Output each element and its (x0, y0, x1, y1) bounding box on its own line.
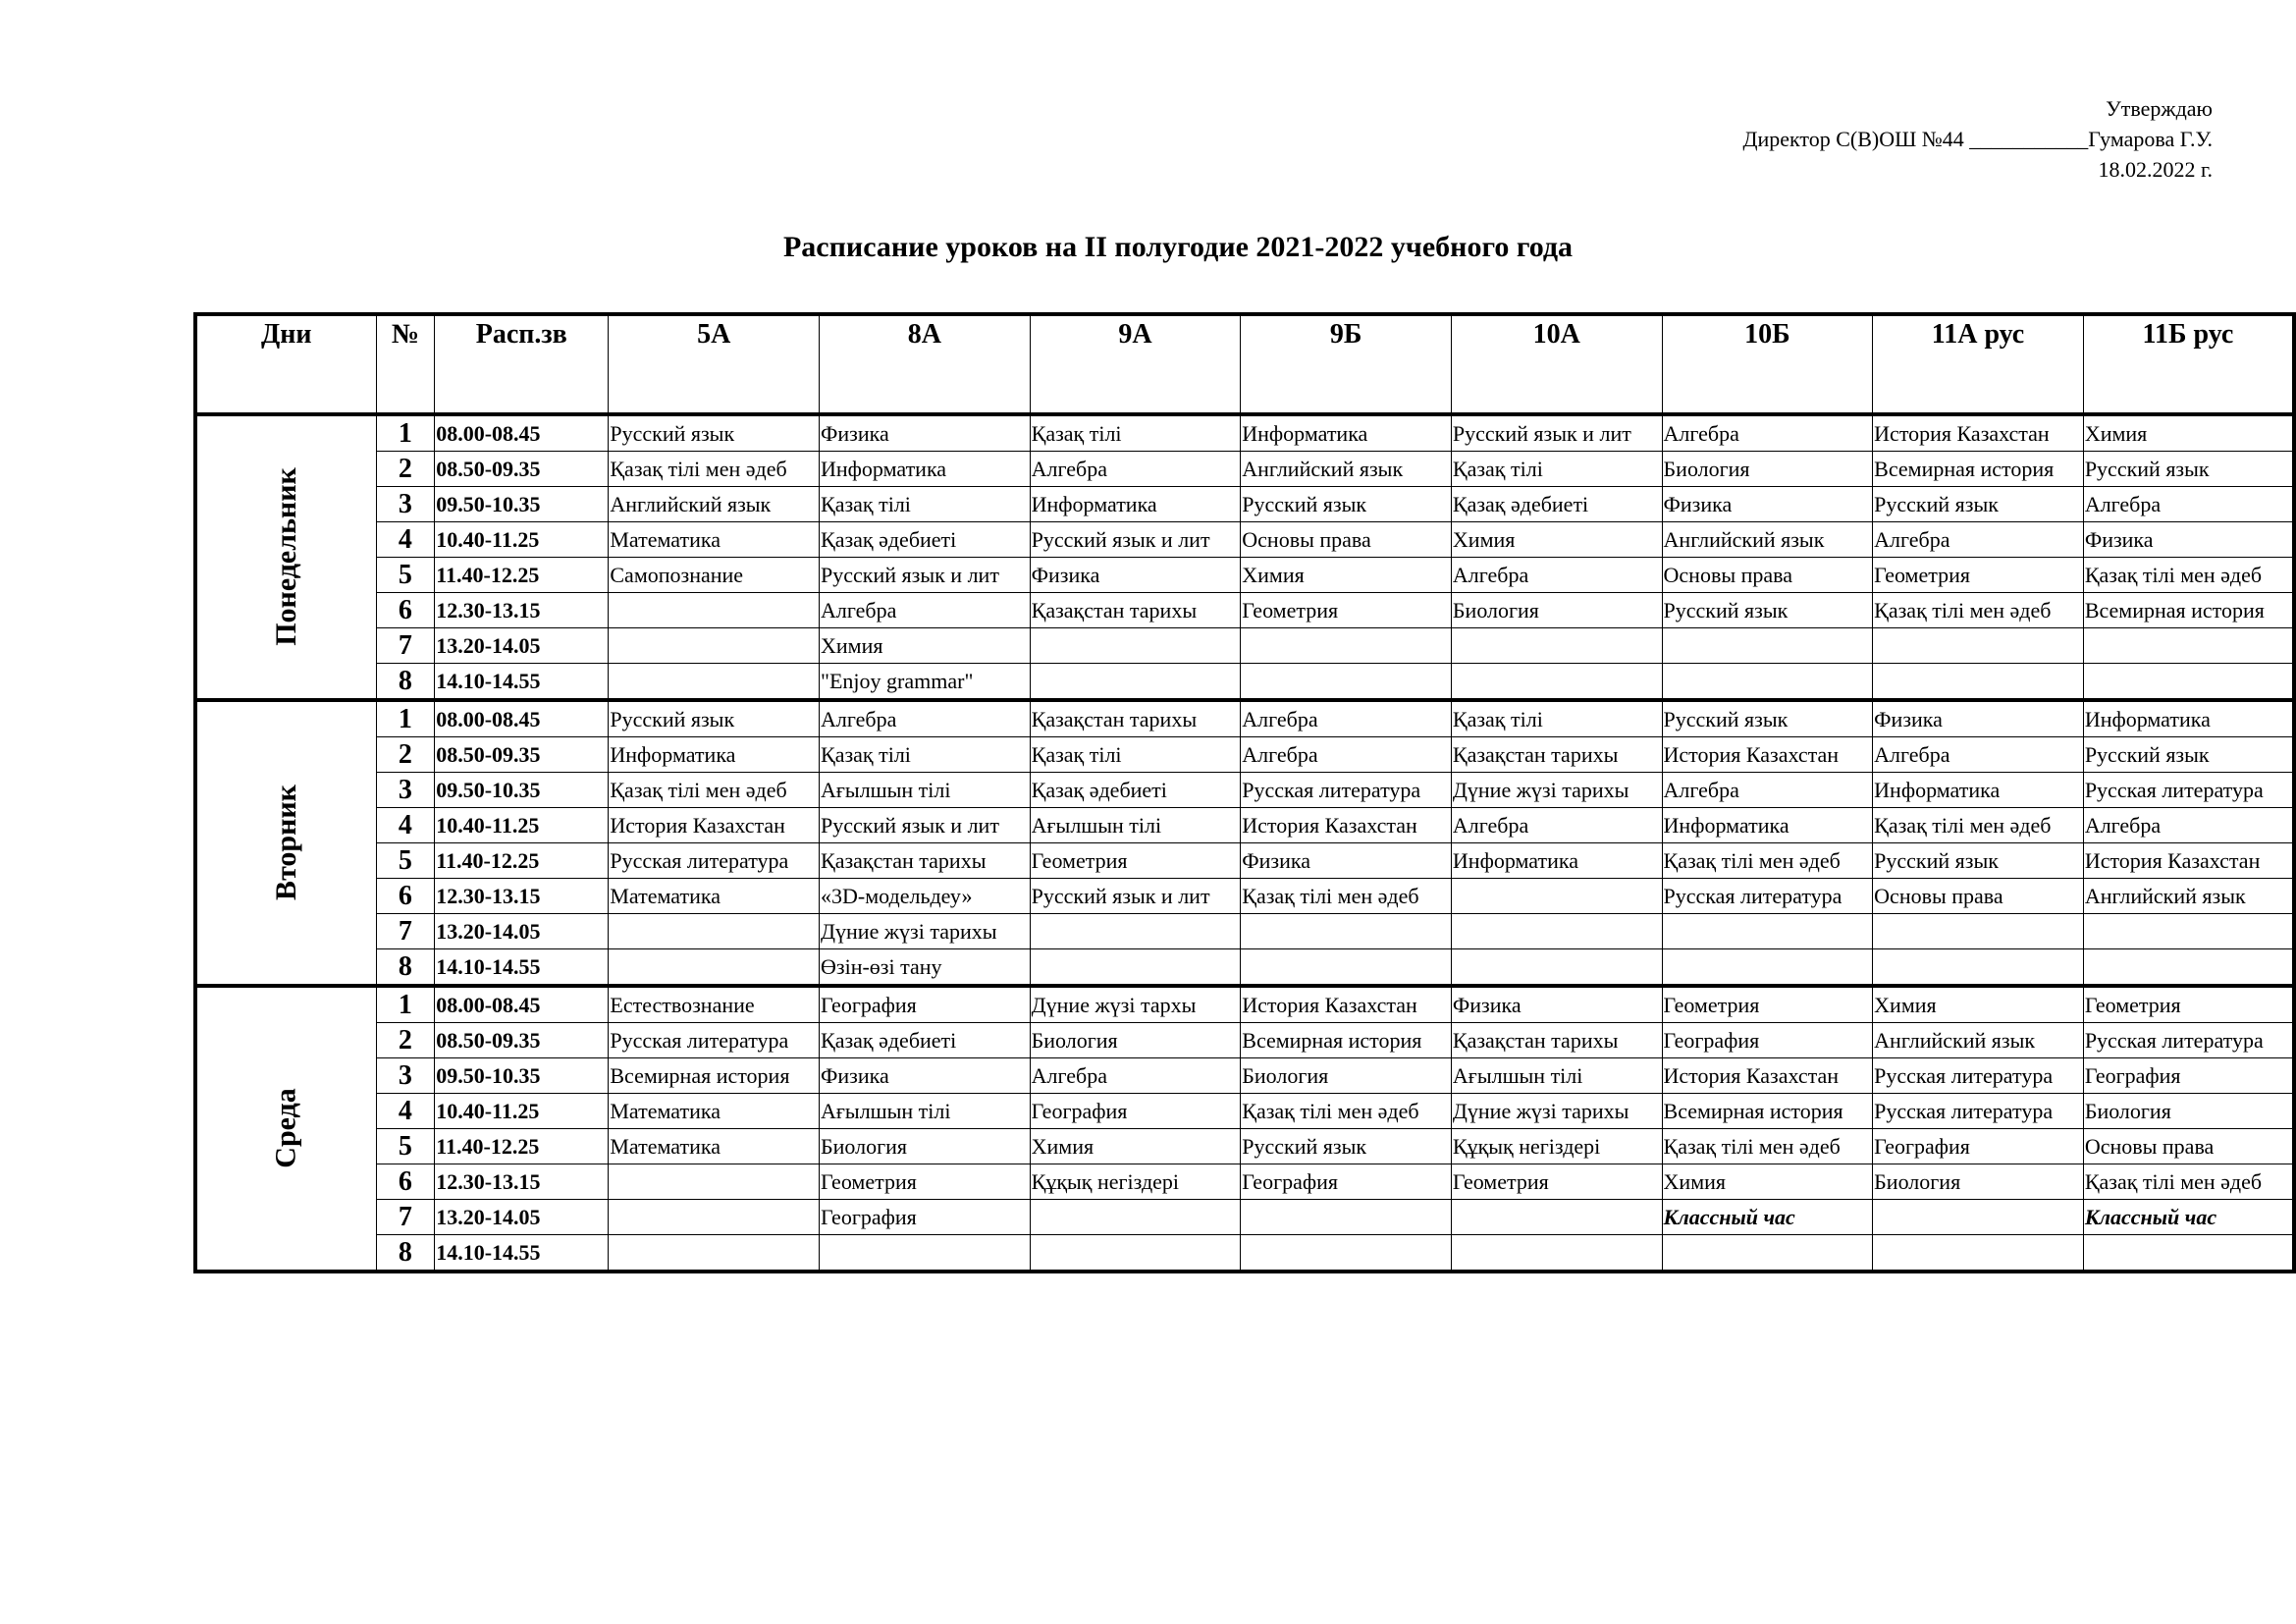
approval-line-approve: Утверждаю (2106, 96, 2213, 121)
subject-cell (1451, 1235, 1662, 1272)
subject-cell: Физика (820, 1058, 1031, 1094)
subject-cell: Қазақ тілі (820, 487, 1031, 522)
subject-cell (2083, 664, 2294, 701)
lesson-number: 1 (376, 414, 435, 452)
subject-cell: Геометрия (1662, 986, 1873, 1023)
lesson-number: 7 (376, 628, 435, 664)
lesson-number: 8 (376, 664, 435, 701)
subject-cell (1241, 1235, 1452, 1272)
subject-cell: Русский язык (1873, 843, 2084, 879)
table-header-row (195, 314, 2294, 414)
subject-cell: Қазақ тілі мен әдеб (2083, 1164, 2294, 1200)
lesson-number: 4 (376, 1094, 435, 1129)
bell-time: 13.20-14.05 (435, 1200, 609, 1235)
subject-cell: Всемирная история (609, 1058, 820, 1094)
subject-cell (609, 628, 820, 664)
subject-cell: Физика (1451, 986, 1662, 1023)
subject-cell: История Казахстан (1241, 808, 1452, 843)
lesson-number: 2 (376, 737, 435, 773)
subject-cell: Қазақ тілі (1030, 737, 1241, 773)
subject-cell: Русский язык и лит (1451, 414, 1662, 452)
bell-time: 08.50-09.35 (435, 452, 609, 487)
subject-cell: История Казахстан (1873, 414, 2084, 452)
day-name: Понедельник (269, 466, 302, 646)
subject-cell: Физика (1030, 558, 1241, 593)
subject-cell: "Enjoy grammar" (820, 664, 1031, 701)
subject-cell: Химия (1451, 522, 1662, 558)
subject-cell: Информатика (609, 737, 820, 773)
subject-cell: Химия (1241, 558, 1452, 593)
subject-cell: Алгебра (1873, 737, 2084, 773)
subject-cell: Физика (820, 414, 1031, 452)
table-row (195, 628, 2294, 664)
table-body (195, 414, 2294, 1272)
lesson-number: 6 (376, 879, 435, 914)
subject-cell: Информатика (2083, 700, 2294, 737)
subject-cell: Биология (1873, 1164, 2084, 1200)
bell-time: 12.30-13.15 (435, 879, 609, 914)
subject-cell: Всемирная история (2083, 593, 2294, 628)
subject-cell (1241, 1200, 1452, 1235)
approval-block (1742, 93, 2213, 185)
column-header: 11Б рус (2083, 314, 2294, 414)
column-header: Расп.зв (435, 314, 609, 414)
subject-cell: Классный час (1662, 1200, 1873, 1235)
subject-cell (1451, 914, 1662, 949)
table-row (195, 414, 2294, 452)
bell-time: 09.50-10.35 (435, 773, 609, 808)
subject-cell (2083, 914, 2294, 949)
subject-cell: Қазақстан тарихы (1030, 700, 1241, 737)
subject-cell: Основы права (2083, 1129, 2294, 1164)
subject-cell (1662, 664, 1873, 701)
subject-cell (2083, 1235, 2294, 1272)
bell-time: 14.10-14.55 (435, 664, 609, 701)
subject-cell: Қазақ тілі мен әдеб (609, 773, 820, 808)
subject-cell: Русский язык (1662, 593, 1873, 628)
subject-cell (1241, 949, 1452, 987)
subject-cell: Химия (1030, 1129, 1241, 1164)
subject-cell: Всемирная история (1873, 452, 2084, 487)
subject-cell: Қазақ тілі (1451, 700, 1662, 737)
subject-cell: История Казахстан (609, 808, 820, 843)
subject-cell: Қазақ тілі (820, 737, 1031, 773)
table-row (195, 773, 2294, 808)
column-header: 9А (1030, 314, 1241, 414)
subject-cell (1873, 949, 2084, 987)
subject-cell: Физика (1873, 700, 2084, 737)
lesson-number: 4 (376, 808, 435, 843)
subject-cell: Естествознание (609, 986, 820, 1023)
bell-time: 11.40-12.25 (435, 1129, 609, 1164)
subject-cell: Қазақ әдебиеті (820, 1023, 1031, 1058)
subject-cell: Всемирная история (1241, 1023, 1452, 1058)
subject-cell: Қазақ әдебиеті (820, 522, 1031, 558)
subject-cell: Русская литература (1241, 773, 1452, 808)
subject-cell: Физика (2083, 522, 2294, 558)
table-row (195, 1129, 2294, 1164)
subject-cell: Русская литература (1873, 1094, 2084, 1129)
subject-cell: Английский язык (2083, 879, 2294, 914)
subject-cell: Ағылшын тілі (820, 773, 1031, 808)
subject-cell: Биология (1241, 1058, 1452, 1094)
bell-time: 14.10-14.55 (435, 1235, 609, 1272)
bell-time: 08.00-08.45 (435, 414, 609, 452)
subject-cell (820, 1235, 1031, 1272)
bell-time: 10.40-11.25 (435, 522, 609, 558)
subject-cell: Русский язык и лит (820, 808, 1031, 843)
subject-cell (1873, 664, 2084, 701)
subject-cell: Ағылшын тілі (1451, 1058, 1662, 1094)
bell-time: 08.00-08.45 (435, 986, 609, 1023)
table-row (195, 949, 2294, 987)
bell-time: 08.50-09.35 (435, 1023, 609, 1058)
subject-cell: Биология (1030, 1023, 1241, 1058)
column-header: 8А (820, 314, 1031, 414)
subject-cell: Алгебра (1451, 558, 1662, 593)
table-row (195, 452, 2294, 487)
table-row (195, 914, 2294, 949)
subject-cell: Қазақ тілі мен әдеб (1662, 843, 1873, 879)
bell-time: 08.50-09.35 (435, 737, 609, 773)
bell-time: 09.50-10.35 (435, 487, 609, 522)
subject-cell: Русская литература (1873, 1058, 2084, 1094)
day-label-cell (195, 986, 376, 1272)
bell-time: 12.30-13.15 (435, 1164, 609, 1200)
subject-cell (1030, 1235, 1241, 1272)
subject-cell (1451, 949, 1662, 987)
subject-cell: Математика (609, 522, 820, 558)
subject-cell: Английский язык (1241, 452, 1452, 487)
subject-cell (1451, 664, 1662, 701)
lesson-number: 5 (376, 1129, 435, 1164)
bell-time: 13.20-14.05 (435, 628, 609, 664)
bell-time: 08.00-08.45 (435, 700, 609, 737)
subject-cell: Алгебра (1873, 522, 2084, 558)
subject-cell: Физика (1241, 843, 1452, 879)
lesson-number: 3 (376, 487, 435, 522)
subject-cell (609, 1200, 820, 1235)
table-row (195, 843, 2294, 879)
subject-cell: География (1662, 1023, 1873, 1058)
table-row (195, 700, 2294, 737)
subject-cell: «3D-модельдеу» (820, 879, 1031, 914)
day-label-cell (195, 700, 376, 986)
subject-cell: Қазақстан тарихы (1451, 1023, 1662, 1058)
bell-time: 09.50-10.35 (435, 1058, 609, 1094)
lesson-number: 5 (376, 843, 435, 879)
subject-cell: Информатика (1873, 773, 2084, 808)
lesson-number: 5 (376, 558, 435, 593)
subject-cell: Биология (1662, 452, 1873, 487)
subject-cell: Русский язык и лит (1030, 879, 1241, 914)
subject-cell: Русский язык (1241, 1129, 1452, 1164)
subject-cell: Английский язык (1873, 1023, 2084, 1058)
subject-cell (609, 664, 820, 701)
subject-cell: География (820, 986, 1031, 1023)
lesson-number: 2 (376, 1023, 435, 1058)
subject-cell: Қазақ тілі мен әдеб (1241, 879, 1452, 914)
subject-cell: Математика (609, 1094, 820, 1129)
table-row (195, 522, 2294, 558)
document-title: Расписание уроков на II полугодие 2021-2022 учебного года (782, 231, 1574, 263)
subject-cell: Алгебра (1662, 773, 1873, 808)
subject-cell (609, 593, 820, 628)
subject-cell: Химия (2083, 414, 2294, 452)
subject-cell: Геометрия (820, 1164, 1031, 1200)
table-row (195, 487, 2294, 522)
column-header: № (376, 314, 435, 414)
subject-cell (1241, 664, 1452, 701)
subject-cell: Информатика (1662, 808, 1873, 843)
subject-cell (1030, 664, 1241, 701)
table-row (195, 737, 2294, 773)
subject-cell: Алгебра (2083, 487, 2294, 522)
subject-cell: География (2083, 1058, 2294, 1094)
subject-cell: Русская литература (1662, 879, 1873, 914)
table-row (195, 986, 2294, 1023)
bell-time: 10.40-11.25 (435, 1094, 609, 1129)
subject-cell: Қазақ тілі мен әдеб (1662, 1129, 1873, 1164)
approval-line-date: 18.02.2022 г. (2098, 157, 2213, 182)
subject-cell: География (1030, 1094, 1241, 1129)
subject-cell (1241, 628, 1452, 664)
subject-cell: Русская литература (609, 1023, 820, 1058)
subject-cell: Геометрия (1873, 558, 2084, 593)
subject-cell: Русская литература (2083, 773, 2294, 808)
subject-cell: Русский язык (609, 700, 820, 737)
bell-time: 11.40-12.25 (435, 843, 609, 879)
subject-cell: Қазақ әдебиеті (1451, 487, 1662, 522)
subject-cell: Дүние жүзі тарихы (820, 914, 1031, 949)
table-row (195, 1164, 2294, 1200)
subject-cell: География (1241, 1164, 1452, 1200)
column-header: Дни (195, 314, 376, 414)
lesson-number: 2 (376, 452, 435, 487)
table-row (195, 1094, 2294, 1129)
subject-cell: Информатика (1241, 414, 1452, 452)
lesson-number: 7 (376, 914, 435, 949)
lesson-number: 8 (376, 949, 435, 987)
subject-cell: История Казахстан (1241, 986, 1452, 1023)
lesson-number: 3 (376, 773, 435, 808)
subject-cell: Алгебра (2083, 808, 2294, 843)
subject-cell (1030, 914, 1241, 949)
subject-cell: Алгебра (820, 593, 1031, 628)
subject-cell: Қазақстан тарихы (820, 843, 1031, 879)
subject-cell (1662, 914, 1873, 949)
subject-cell: Русский язык (2083, 737, 2294, 773)
lesson-number: 1 (376, 986, 435, 1023)
day-label-cell (195, 414, 376, 700)
lesson-number: 4 (376, 522, 435, 558)
subject-cell: Русский язык (1241, 487, 1452, 522)
subject-cell: Основы права (1662, 558, 1873, 593)
subject-cell: Қазақ тілі мен әдеб (1873, 808, 2084, 843)
lesson-number: 6 (376, 593, 435, 628)
column-header: 9Б (1241, 314, 1452, 414)
bell-time: 13.20-14.05 (435, 914, 609, 949)
subject-cell: Құқық негіздері (1030, 1164, 1241, 1200)
subject-cell: Геометрия (1241, 593, 1452, 628)
subject-cell: Биология (2083, 1094, 2294, 1129)
bell-time: 14.10-14.55 (435, 949, 609, 987)
subject-cell (1873, 628, 2084, 664)
table-row (195, 558, 2294, 593)
lesson-number: 1 (376, 700, 435, 737)
subject-cell: Русская литература (2083, 1023, 2294, 1058)
subject-cell: Основы права (1873, 879, 2084, 914)
subject-cell (1662, 1235, 1873, 1272)
subject-cell (2083, 628, 2294, 664)
subject-cell: Физика (1662, 487, 1873, 522)
lesson-number: 6 (376, 1164, 435, 1200)
subject-cell: Қазақ тілі мен әдеб (1873, 593, 2084, 628)
subject-cell (1451, 1200, 1662, 1235)
subject-cell: География (1873, 1129, 2084, 1164)
subject-cell (2083, 949, 2294, 987)
subject-cell: Геометрия (2083, 986, 2294, 1023)
subject-cell: Русский язык (1873, 487, 2084, 522)
approval-line-director: Директор С(В)ОШ №44 ___________Гумарова Г.У. (1742, 127, 2213, 151)
subject-cell (1873, 1200, 2084, 1235)
table-row (195, 1058, 2294, 1094)
column-header: 10Б (1662, 314, 1873, 414)
table-row (195, 879, 2294, 914)
subject-cell: Английский язык (1662, 522, 1873, 558)
subject-cell: Қазақ тілі мен әдеб (609, 452, 820, 487)
subject-cell: Математика (609, 879, 820, 914)
subject-cell (609, 914, 820, 949)
bell-time: 12.30-13.15 (435, 593, 609, 628)
lesson-number: 7 (376, 1200, 435, 1235)
subject-cell: Қазақ тілі (1451, 452, 1662, 487)
lesson-number: 8 (376, 1235, 435, 1272)
subject-cell: История Казахстан (2083, 843, 2294, 879)
subject-cell: Информатика (1451, 843, 1662, 879)
subject-cell: Қазақ тілі мен әдеб (2083, 558, 2294, 593)
subject-cell (1030, 949, 1241, 987)
subject-cell: Қазақ тілі (1030, 414, 1241, 452)
table-row (195, 1023, 2294, 1058)
subject-cell: Қазақстан тарихы (1451, 737, 1662, 773)
subject-cell: Құқық негіздері (1451, 1129, 1662, 1164)
subject-cell: Қазақ әдебиеті (1030, 773, 1241, 808)
day-name: Среда (269, 1087, 302, 1168)
subject-cell: История Казахстан (1662, 737, 1873, 773)
bell-time: 11.40-12.25 (435, 558, 609, 593)
subject-cell: Алгебра (820, 700, 1031, 737)
table-row (195, 1200, 2294, 1235)
subject-cell: Информатика (820, 452, 1031, 487)
bell-time: 10.40-11.25 (435, 808, 609, 843)
schedule-table (193, 312, 2296, 1273)
subject-cell (609, 1235, 820, 1272)
subject-cell: Ағылшын тілі (1030, 808, 1241, 843)
subject-cell: Геометрия (1030, 843, 1241, 879)
subject-cell: Химия (1662, 1164, 1873, 1200)
table-row (195, 593, 2294, 628)
subject-cell: Ағылшын тілі (820, 1094, 1031, 1129)
subject-cell: Химия (1873, 986, 2084, 1023)
subject-cell (1451, 879, 1662, 914)
subject-cell (1662, 628, 1873, 664)
subject-cell: Русский язык и лит (1030, 522, 1241, 558)
subject-cell: Өзін-өзі тану (820, 949, 1031, 987)
subject-cell: Основы права (1241, 522, 1452, 558)
subject-cell (1873, 914, 2084, 949)
subject-cell (1030, 1200, 1241, 1235)
day-name: Вторник (269, 784, 302, 900)
table-row (195, 1235, 2294, 1272)
subject-cell (609, 1164, 820, 1200)
subject-cell: Русский язык (2083, 452, 2294, 487)
column-header: 10А (1451, 314, 1662, 414)
subject-cell: Алгебра (1241, 737, 1452, 773)
subject-cell: Дүние жүзі тарихы (1451, 1094, 1662, 1129)
subject-cell: Қазақ тілі мен әдеб (1241, 1094, 1452, 1129)
subject-cell (1873, 1235, 2084, 1272)
subject-cell: Геометрия (1451, 1164, 1662, 1200)
subject-cell (1451, 628, 1662, 664)
table-row (195, 664, 2294, 701)
subject-cell (1030, 628, 1241, 664)
subject-cell: Русский язык (609, 414, 820, 452)
subject-cell: Алгебра (1662, 414, 1873, 452)
column-header: 11А рус (1873, 314, 2084, 414)
subject-cell: Самопознание (609, 558, 820, 593)
subject-cell: Информатика (1030, 487, 1241, 522)
subject-cell: Дүние жүзі тарихы (1451, 773, 1662, 808)
subject-cell (609, 949, 820, 987)
subject-cell: Классный час (2083, 1200, 2294, 1235)
subject-cell (1662, 949, 1873, 987)
subject-cell: Химия (820, 628, 1031, 664)
lesson-number: 3 (376, 1058, 435, 1094)
subject-cell: Всемирная история (1662, 1094, 1873, 1129)
subject-cell: Алгебра (1030, 452, 1241, 487)
subject-cell: Биология (1451, 593, 1662, 628)
subject-cell: Дүние жүзі тархы (1030, 986, 1241, 1023)
subject-cell: Қазақстан тарихы (1030, 593, 1241, 628)
subject-cell: История Казахстан (1662, 1058, 1873, 1094)
subject-cell: Русский язык (1662, 700, 1873, 737)
subject-cell: Английский язык (609, 487, 820, 522)
column-header: 5А (609, 314, 820, 414)
subject-cell: Биология (820, 1129, 1031, 1164)
subject-cell: Математика (609, 1129, 820, 1164)
subject-cell: Русский язык и лит (820, 558, 1031, 593)
subject-cell (1241, 914, 1452, 949)
subject-cell: География (820, 1200, 1031, 1235)
subject-cell: Алгебра (1241, 700, 1452, 737)
subject-cell: Русская литература (609, 843, 820, 879)
subject-cell: Алгебра (1451, 808, 1662, 843)
subject-cell: Алгебра (1030, 1058, 1241, 1094)
table-row (195, 808, 2294, 843)
